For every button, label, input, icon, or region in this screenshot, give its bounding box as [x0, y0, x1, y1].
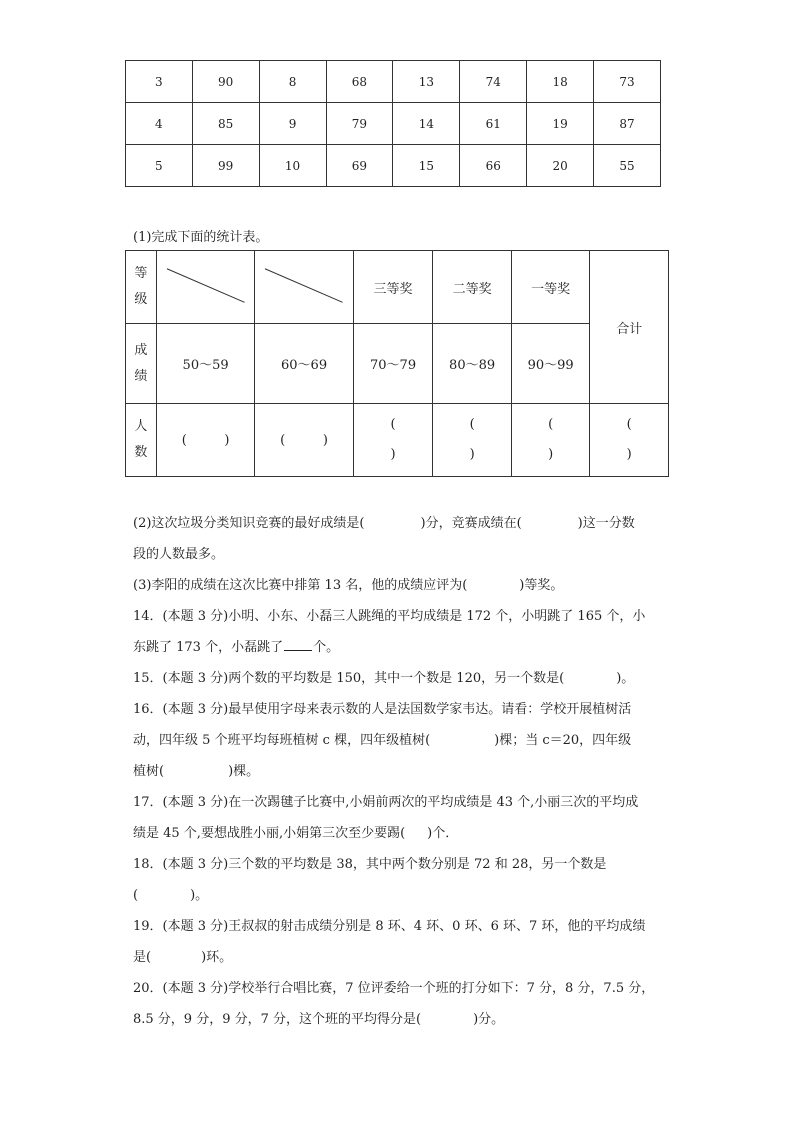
range-cell: 50～59	[156, 324, 254, 404]
grade-cell: 二等奖	[433, 251, 512, 324]
table-cell: 74	[460, 61, 527, 103]
q17-text: )个．	[427, 826, 459, 841]
q20-line2	[133, 1004, 663, 1035]
table-cell: 73	[594, 61, 661, 103]
table-cell: 13	[393, 61, 460, 103]
score-data-table	[125, 60, 661, 187]
count-label-char: 人	[134, 419, 148, 434]
q3-text: (3)李阳的成绩在这次比赛中排第 13 名，他的成绩应评为(	[133, 578, 468, 593]
q15-text: )。	[616, 671, 635, 686]
q20-line1: 20．(本题 3 分)学校举行合唱比赛，7 位评委给一个班的打分如下：7 分，8 分，7.5 分，	[133, 981, 655, 996]
diagonal-line	[255, 251, 352, 323]
diagonal-cell	[156, 251, 254, 324]
grade-label-char: 等	[134, 266, 148, 281]
part1-instruction-text: (1)完成下面的统计表。	[133, 230, 269, 245]
total-header: 合计	[590, 251, 669, 404]
table-cell: 5	[126, 145, 193, 187]
q20-text: )分。	[473, 1012, 505, 1027]
count-answer-cell[interactable]	[353, 404, 433, 477]
score-label-char: 绩	[134, 368, 148, 384]
table-cell: 55	[594, 145, 661, 187]
total-answer-cell[interactable]	[590, 404, 669, 477]
count-row	[126, 404, 669, 477]
table-cell: 4	[126, 103, 193, 145]
table-cell: 66	[460, 145, 527, 187]
q17-line1: 17．(本题 3 分)在一次踢毽子比赛中,小娟前两次的平均成绩是 43 个,小丽三次的平均成	[133, 795, 639, 810]
paren: )	[626, 447, 632, 462]
count-answer-cell[interactable]	[511, 404, 590, 477]
table-row	[126, 145, 661, 187]
q16-text: 植树(	[133, 764, 165, 779]
q14-line1: 14．(本题 3 分)小明、小东、小磊三人跳绳的平均成绩是 172 个，小明跳了 165 个，小	[133, 609, 646, 624]
table-cell: 68	[326, 61, 393, 103]
q2-text: )分，竞赛成绩在(	[420, 516, 522, 531]
table-cell: 90	[192, 61, 259, 103]
q17-text: 绩是 45 个,要想战胜小丽,小娟第三次至少要踢(	[133, 826, 406, 841]
paren: )	[322, 432, 328, 448]
q2-text: )这一分数	[577, 516, 635, 531]
range-cell: 80～89	[433, 324, 512, 404]
q15-text: 15．(本题 3 分)两个数的平均数是 150，其中一个数是 120，另一个数是(	[133, 671, 565, 686]
grade-label-char: 级	[134, 292, 148, 307]
q2-line1	[133, 508, 663, 539]
table-cell: 9	[259, 103, 326, 145]
paren: )	[469, 447, 475, 462]
score-label-char: 成	[134, 342, 148, 358]
count-answer-cell[interactable]	[156, 404, 254, 477]
answer-underline[interactable]	[284, 638, 312, 651]
range-cell: 60～69	[255, 324, 353, 404]
score-label	[126, 324, 157, 404]
q15-line	[133, 663, 663, 694]
range-cell: 70～79	[353, 324, 433, 404]
paren: )	[390, 447, 396, 462]
table-cell: 99	[192, 145, 259, 187]
q19-line1: 19．(本题 3 分)王叔叔的射击成绩分别是 8 环、4 环、0 环、6 环、7 环，他的平均成绩	[133, 919, 646, 934]
score-range-row	[126, 324, 669, 404]
paren: (	[390, 417, 396, 432]
q16-text: )棵；当 c＝20，四年级	[494, 733, 632, 748]
statistics-table	[125, 250, 669, 477]
questions-block	[133, 508, 663, 1035]
table-cell: 19	[527, 103, 594, 145]
table-cell: 69	[326, 145, 393, 187]
q2-line2: 段的人数最多。	[133, 547, 225, 562]
grade-cell: 三等奖	[353, 251, 433, 324]
paren: (	[181, 432, 187, 448]
q14-text: 东跳了 173 个，小磊跳了	[133, 640, 284, 655]
q3-text: )等奖。	[519, 578, 564, 593]
paren: )	[548, 447, 554, 462]
table-cell: 18	[527, 61, 594, 103]
q17-line2	[133, 818, 663, 849]
count-label-char: 数	[134, 445, 148, 460]
grade-label	[126, 251, 157, 324]
q16-line3	[133, 756, 663, 787]
count-label	[126, 404, 157, 477]
paren: (	[548, 417, 554, 432]
table-cell: 85	[192, 103, 259, 145]
table-cell: 8	[259, 61, 326, 103]
q16-text: )棵。	[228, 764, 260, 779]
table-cell: 10	[259, 145, 326, 187]
table-cell: 87	[594, 103, 661, 145]
q19-text: 是(	[133, 950, 152, 965]
paren: (	[280, 432, 286, 448]
paren: (	[469, 417, 475, 432]
count-answer-cell[interactable]	[255, 404, 353, 477]
grade-row	[126, 251, 669, 324]
q14-line2	[133, 632, 663, 663]
q16-line2	[133, 725, 663, 756]
q18-line2	[133, 880, 663, 911]
q14-text: 个。	[313, 640, 340, 655]
q18-text: (	[133, 888, 139, 903]
q18-text: )。	[190, 888, 209, 903]
q20-text: 8.5 分，9 分，9 分，7 分，这个班的平均得分是(	[133, 1012, 422, 1027]
table-cell: 79	[326, 103, 393, 145]
diagonal-line	[157, 251, 254, 323]
table-cell: 15	[393, 145, 460, 187]
q19-line2	[133, 942, 663, 973]
table-cell: 61	[460, 103, 527, 145]
q3-line	[133, 570, 663, 601]
paren: (	[626, 417, 632, 432]
diagonal-cell	[255, 251, 353, 324]
q2-text: (2)这次垃圾分类知识竞赛的最好成绩是(	[133, 516, 365, 531]
count-answer-cell[interactable]	[433, 404, 512, 477]
grade-cell: 一等奖	[511, 251, 590, 324]
q18-line1: 18．(本题 3 分)三个数的平均数是 38，其中两个数分别是 72 和 28，另一个数是	[133, 857, 607, 872]
q16-text: 动，四年级 5 个班平均每班植树 c 棵，四年级植树(	[133, 733, 431, 748]
q19-text: )环。	[201, 950, 233, 965]
paren: )	[224, 432, 230, 448]
table-cell: 14	[393, 103, 460, 145]
table-row	[126, 61, 661, 103]
table-cell: 3	[126, 61, 193, 103]
part1-instruction	[133, 222, 663, 253]
table-row	[126, 103, 661, 145]
range-cell: 90～99	[511, 324, 590, 404]
table-cell: 20	[527, 145, 594, 187]
q16-line1: 16．(本题 3 分)最早使用字母来表示数的人是法国数学家韦达。请看：学校开展植树活	[133, 702, 632, 717]
